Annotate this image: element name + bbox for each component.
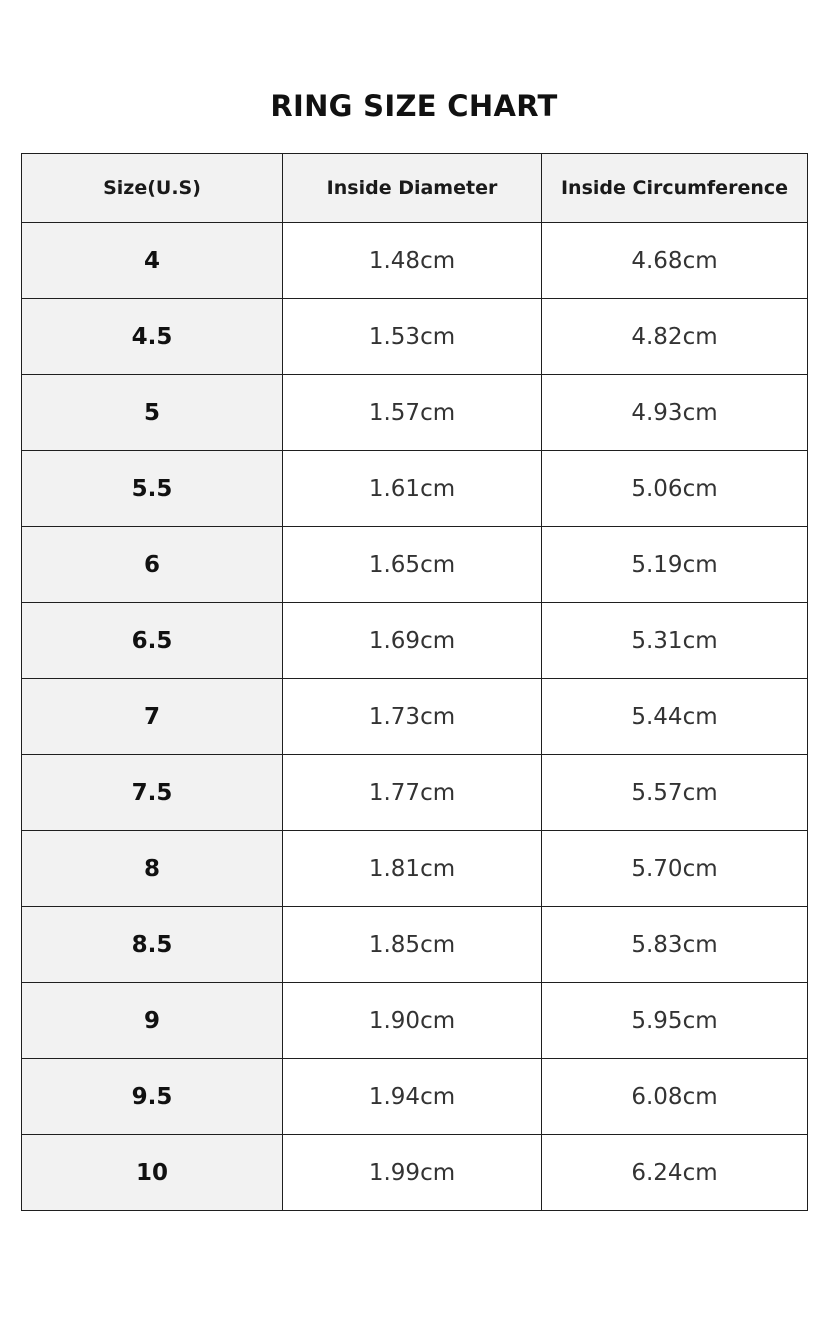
table-body [22,223,808,1211]
size-cell: 4.5 [22,299,283,375]
size-cell: 7 [22,679,283,755]
circumference-cell: 4.68cm [542,223,808,299]
table-row [22,451,808,527]
circumference-cell: 5.57cm [542,755,808,831]
size-cell: 5 [22,375,283,451]
size-cell: 9 [22,983,283,1059]
ring-size-table [21,153,808,1211]
table-row [22,299,808,375]
diameter-cell: 1.94cm [283,1059,542,1135]
table-row [22,603,808,679]
size-cell: 7.5 [22,755,283,831]
diameter-cell: 1.81cm [283,831,542,907]
table-row [22,223,808,299]
size-cell: 10 [22,1135,283,1211]
header-row [22,154,808,223]
size-cell: 6 [22,527,283,603]
size-cell: 9.5 [22,1059,283,1135]
diameter-cell: 1.77cm [283,755,542,831]
size-cell: 8.5 [22,907,283,983]
circumference-cell: 6.08cm [542,1059,808,1135]
table-row [22,755,808,831]
diameter-cell: 1.53cm [283,299,542,375]
table-row [22,983,808,1059]
size-cell: 8 [22,831,283,907]
table-header [22,154,808,223]
circumference-cell: 5.70cm [542,831,808,907]
header-size: Size(U.S) [22,154,283,223]
circumference-cell: 5.95cm [542,983,808,1059]
diameter-cell: 1.69cm [283,603,542,679]
size-cell: 5.5 [22,451,283,527]
circumference-cell: 5.06cm [542,451,808,527]
diameter-cell: 1.85cm [283,907,542,983]
diameter-cell: 1.57cm [283,375,542,451]
diameter-cell: 1.90cm [283,983,542,1059]
diameter-cell: 1.73cm [283,679,542,755]
circumference-cell: 5.44cm [542,679,808,755]
header-inside-circumference: Inside Circumference [542,154,808,223]
diameter-cell: 1.48cm [283,223,542,299]
diameter-cell: 1.65cm [283,527,542,603]
diameter-cell: 1.99cm [283,1135,542,1211]
header-inside-diameter: Inside Diameter [283,154,542,223]
circumference-cell: 4.93cm [542,375,808,451]
circumference-cell: 5.83cm [542,907,808,983]
table-row [22,1135,808,1211]
table-row [22,1059,808,1135]
table-row [22,679,808,755]
circumference-cell: 5.19cm [542,527,808,603]
table-row [22,375,808,451]
table-row [22,831,808,907]
page-title: RING SIZE CHART [270,89,558,123]
circumference-cell: 5.31cm [542,603,808,679]
diameter-cell: 1.61cm [283,451,542,527]
table-row [22,527,808,603]
circumference-cell: 4.82cm [542,299,808,375]
size-cell: 6.5 [22,603,283,679]
table-row [22,907,808,983]
size-cell: 4 [22,223,283,299]
circumference-cell: 6.24cm [542,1135,808,1211]
